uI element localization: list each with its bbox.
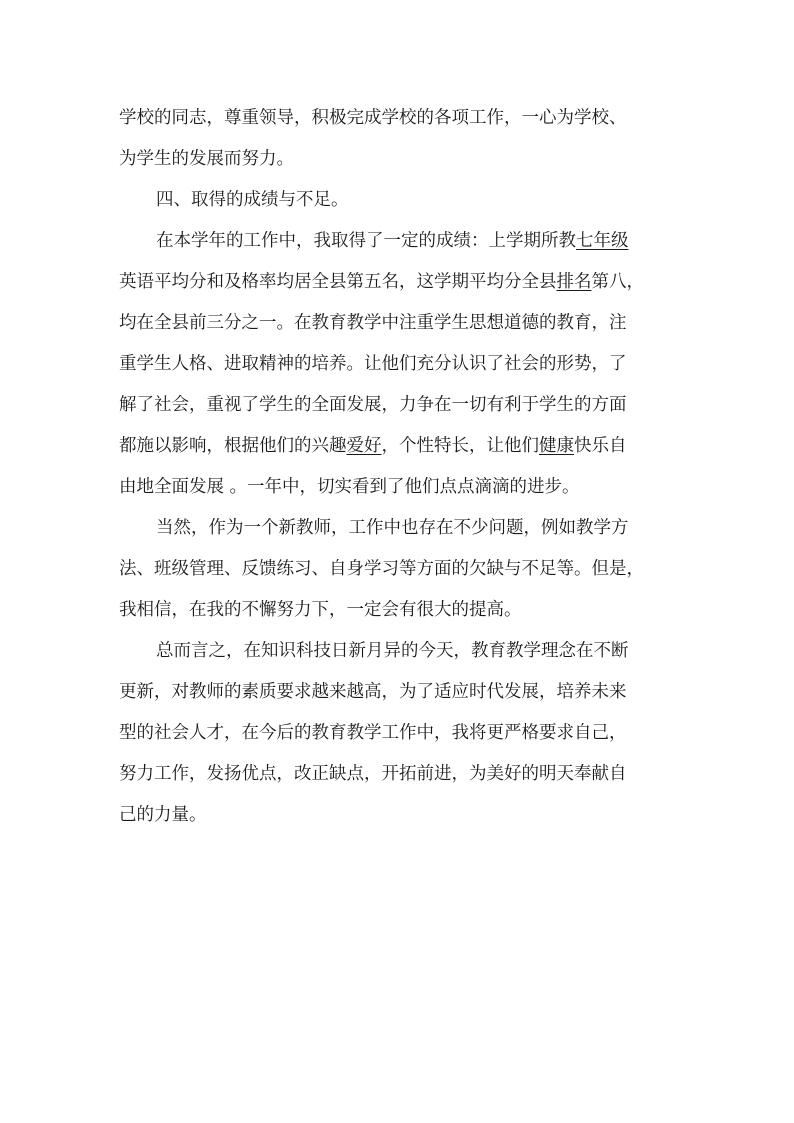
text-line: 法、班级管理、反馈练习、自身学习等方面的欠缺与不足等。但是， xyxy=(119,559,644,579)
underlined-term: 七年级 xyxy=(576,231,629,251)
text-line: 我相信，在我的不懈努力下，一定会有很大的提高。 xyxy=(119,600,522,620)
underlined-term: 健康 xyxy=(539,436,574,456)
text-line: 解了社会，重视了学生的全面发展，力争在一切有利于学生的方面 xyxy=(119,395,627,415)
text-line: 努力工作，发扬优点，改正缺点，开拓前进，为美好的明天奉献自 xyxy=(119,764,627,784)
paragraph-shortcomings xyxy=(119,508,679,631)
text-line: 当然，作为一个新教师，工作中也存在不少问题，例如教学方 xyxy=(156,518,629,538)
text-run: 第八， xyxy=(591,272,644,292)
text-line: 重学生人格、进取精神的培养。让他们充分认识了社会的形势，了 xyxy=(119,354,627,374)
text-line xyxy=(119,426,679,467)
text-line: 由地全面发展 。一年中，切实看到了他们点点滴滴的进步。 xyxy=(119,477,580,497)
text-line: 己的力量。 xyxy=(119,805,207,825)
paragraph-conclusion xyxy=(119,631,679,836)
section-heading xyxy=(119,180,679,221)
underlined-term: 爱好 xyxy=(346,436,382,456)
text-line xyxy=(119,262,679,303)
text-line: 更新，对教师的素质要求越来越高，为了适应时代发展，培养未来 xyxy=(119,682,627,702)
paragraph-continuation xyxy=(119,98,679,180)
text-line: 学校的同志，尊重领导，积极完成学校的各项工作，一心为学校、 xyxy=(119,108,627,128)
text-line: 总而言之，在知识科技日新月异的今天，教育教学理念在不断 xyxy=(156,641,629,661)
heading-text: 四、取得的成绩与不足。 xyxy=(156,190,349,210)
paragraph-achievements xyxy=(119,221,679,508)
text-line: 型的社会人才，在今后的教育教学工作中，我将更严格要求自己， xyxy=(119,723,627,743)
underlined-term: 排名 xyxy=(556,272,592,292)
text-line xyxy=(119,221,679,262)
text-line: 为学生的发展而努力。 xyxy=(119,149,294,169)
text-run: 都施以影响，根据他们的兴趣 xyxy=(119,436,347,456)
text-run: 英语平均分和及格率均居全县第五名，这学期平均分全县 xyxy=(119,272,557,292)
text-run: 在本学年的工作中，我取得了一定的成绩：上学期所教 xyxy=(156,231,576,251)
text-line: 均在全县前三分之一。在教育教学中注重学生思想道德的教育，注 xyxy=(119,313,627,333)
document-body xyxy=(119,98,679,836)
text-run: ，个性特长，让他们 xyxy=(381,436,539,456)
text-run: 快乐自 xyxy=(574,436,627,456)
